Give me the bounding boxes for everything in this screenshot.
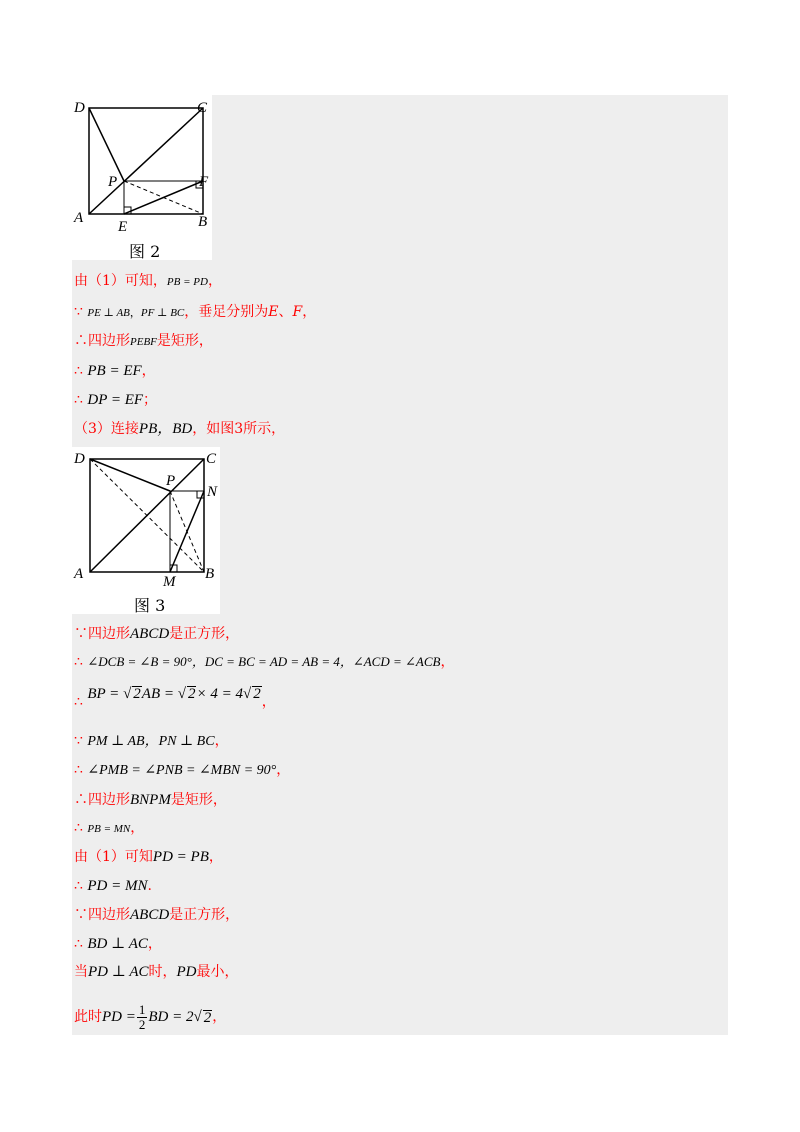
line-text: 当	[74, 964, 88, 980]
line-text: 是正方形，	[169, 626, 240, 642]
therefore-symbol: ∴	[74, 936, 83, 952]
figure-2-diagram	[72, 95, 212, 240]
math-expr: DP = EF	[87, 392, 144, 408]
therefore-symbol: ∴	[74, 878, 83, 894]
fraction	[137, 1003, 148, 1032]
figure-3-caption: 图 3	[134, 596, 166, 615]
math-expr: ，	[129, 307, 141, 319]
figure-3-diagram	[72, 447, 220, 592]
line-text: ，	[130, 820, 145, 836]
label-a: A	[74, 210, 84, 226]
math-expr: PM ⊥ AB，PN ⊥ BC	[87, 734, 215, 749]
line-text: F	[292, 304, 303, 320]
therefore-symbol: ∴	[74, 363, 83, 379]
therefore-symbol: ∴	[74, 694, 83, 710]
figure-2-caption: 图 2	[129, 242, 161, 261]
math-expr: PD = MN	[87, 878, 148, 894]
label-d: D	[74, 451, 85, 467]
line-text: 四边形	[88, 907, 130, 923]
solution-line	[74, 652, 454, 672]
line-text: 由（1）可知	[74, 849, 153, 865]
label-b: B	[205, 566, 215, 582]
math-expr: PB = MN	[87, 823, 131, 835]
label-a: A	[74, 566, 84, 582]
therefore-symbol: ∴	[74, 762, 83, 778]
line-text: ，	[147, 936, 162, 952]
math-expr: PEBF	[130, 336, 157, 348]
line-text: ；	[143, 392, 158, 408]
line-text: 是矩形，	[170, 792, 227, 808]
math-expr: ∠DCB = ∠B = 90°，DC = BC = AD = AB = 4，∠ACD = ∠ACB	[87, 654, 441, 669]
math-expr: PD ⊥ AC	[88, 964, 149, 980]
line-text: 四边形	[88, 333, 130, 349]
therefore-symbol: ∴	[74, 792, 88, 808]
line-text: ，	[302, 304, 317, 320]
label-c: C	[206, 451, 217, 467]
line-text: 此时	[74, 1009, 102, 1025]
line-text: ，	[141, 363, 156, 379]
fraction-numerator: 1	[138, 1001, 146, 1017]
math-expr: PE ⊥ AB	[87, 307, 130, 319]
line-text: ，	[214, 733, 229, 749]
line-text: ，垂足分别为	[184, 304, 269, 320]
line-text: ，	[276, 762, 291, 778]
figure-2	[72, 95, 212, 260]
figure-3	[72, 447, 220, 614]
line-text: 、	[278, 304, 293, 320]
math-expr: PB = EF	[87, 363, 142, 379]
math-expr: × 4 = 4	[196, 686, 243, 702]
solution-line	[74, 624, 239, 644]
line-text: ，	[207, 273, 222, 289]
solution-line	[74, 905, 239, 925]
solution-line	[74, 331, 213, 352]
math-expr: BNPM	[130, 792, 171, 808]
label-n: N	[207, 484, 218, 500]
label-e: E	[118, 219, 128, 235]
label-b: B	[198, 214, 208, 230]
solution-line: ∴ BP = √ 2AB = √ 2× 4 = 4√ 2，	[74, 686, 276, 710]
sqrt-radicand: 2	[253, 686, 261, 702]
line-text: 由（1）可知，	[74, 273, 167, 289]
math-expr: PD	[176, 964, 197, 980]
label-c: C	[197, 100, 208, 116]
sqrt-radicand: 2	[187, 686, 196, 702]
math-expr: PB，BD	[138, 421, 193, 437]
fraction-denominator: 2	[138, 1016, 146, 1032]
solution-line	[74, 302, 316, 323]
math-expr: PD =	[102, 1009, 136, 1025]
line-text: 四边形	[88, 626, 130, 642]
label-p: P	[108, 174, 118, 190]
solution-line	[74, 790, 227, 810]
label-d: D	[74, 100, 85, 116]
because-symbol: ∵	[74, 304, 83, 320]
line-text: .	[147, 878, 152, 894]
therefore-symbol: ∴	[74, 820, 83, 836]
solution-line	[74, 390, 157, 410]
line-text: E	[268, 304, 279, 320]
line-text: ，如图3所示，	[192, 421, 286, 437]
because-symbol: ∵	[74, 733, 83, 749]
line-text: 最小，	[196, 964, 239, 980]
label-m: M	[163, 574, 176, 590]
solution-line	[74, 876, 152, 896]
math-expr: PB = PD	[166, 276, 208, 288]
diagonal-ac	[89, 108, 203, 214]
line-text: ，	[212, 1009, 227, 1025]
segment-dp	[89, 108, 124, 181]
math-expr: AB =	[141, 686, 178, 702]
because-symbol: ∵	[74, 907, 88, 923]
therefore-symbol: ∴	[74, 654, 83, 670]
line-text: ，	[208, 849, 223, 865]
line-text: 是正方形，	[169, 907, 240, 923]
math-expr: ABCD	[130, 907, 170, 923]
line-text: 是矩形，	[156, 333, 213, 349]
because-symbol: ∵	[74, 626, 88, 642]
solution-line	[74, 962, 239, 982]
line-text: 四边形	[88, 792, 130, 808]
solution-line	[74, 760, 290, 781]
label-p: P	[166, 473, 176, 489]
solution-line: 此时 PD = $\frac{1}{2}$ BD = 2 √ 2 ，	[74, 1001, 227, 1032]
math-expr: BP =	[87, 686, 124, 702]
sqrt-radicand: 2	[203, 1009, 212, 1026]
solution-line	[74, 361, 156, 381]
line-text: ，	[261, 694, 276, 710]
solution-line	[74, 847, 223, 867]
solution-line	[74, 419, 285, 439]
math-expr: BD = 2	[148, 1009, 194, 1025]
therefore-symbol: ∴	[74, 392, 83, 408]
math-expr: ∠PMB = ∠PNB = ∠MBN = 90°	[87, 763, 277, 778]
label-f: F	[199, 174, 209, 190]
segment-dp	[90, 459, 170, 491]
solution-line	[74, 818, 144, 839]
math-expr: BD ⊥ AC	[87, 936, 148, 952]
solution-line	[74, 731, 229, 752]
math-expr: ABCD	[130, 626, 170, 642]
math-expr: PD = PB	[152, 849, 209, 865]
math-expr: PF ⊥ BC	[140, 307, 185, 319]
sqrt-radicand: 2	[133, 686, 141, 702]
line-text: （3）连接	[74, 421, 139, 437]
solution-line	[74, 271, 222, 292]
line-text: ，	[440, 654, 455, 670]
line-text: 时，	[148, 964, 177, 980]
therefore-symbol: ∴	[74, 333, 88, 349]
solution-line	[74, 934, 162, 954]
